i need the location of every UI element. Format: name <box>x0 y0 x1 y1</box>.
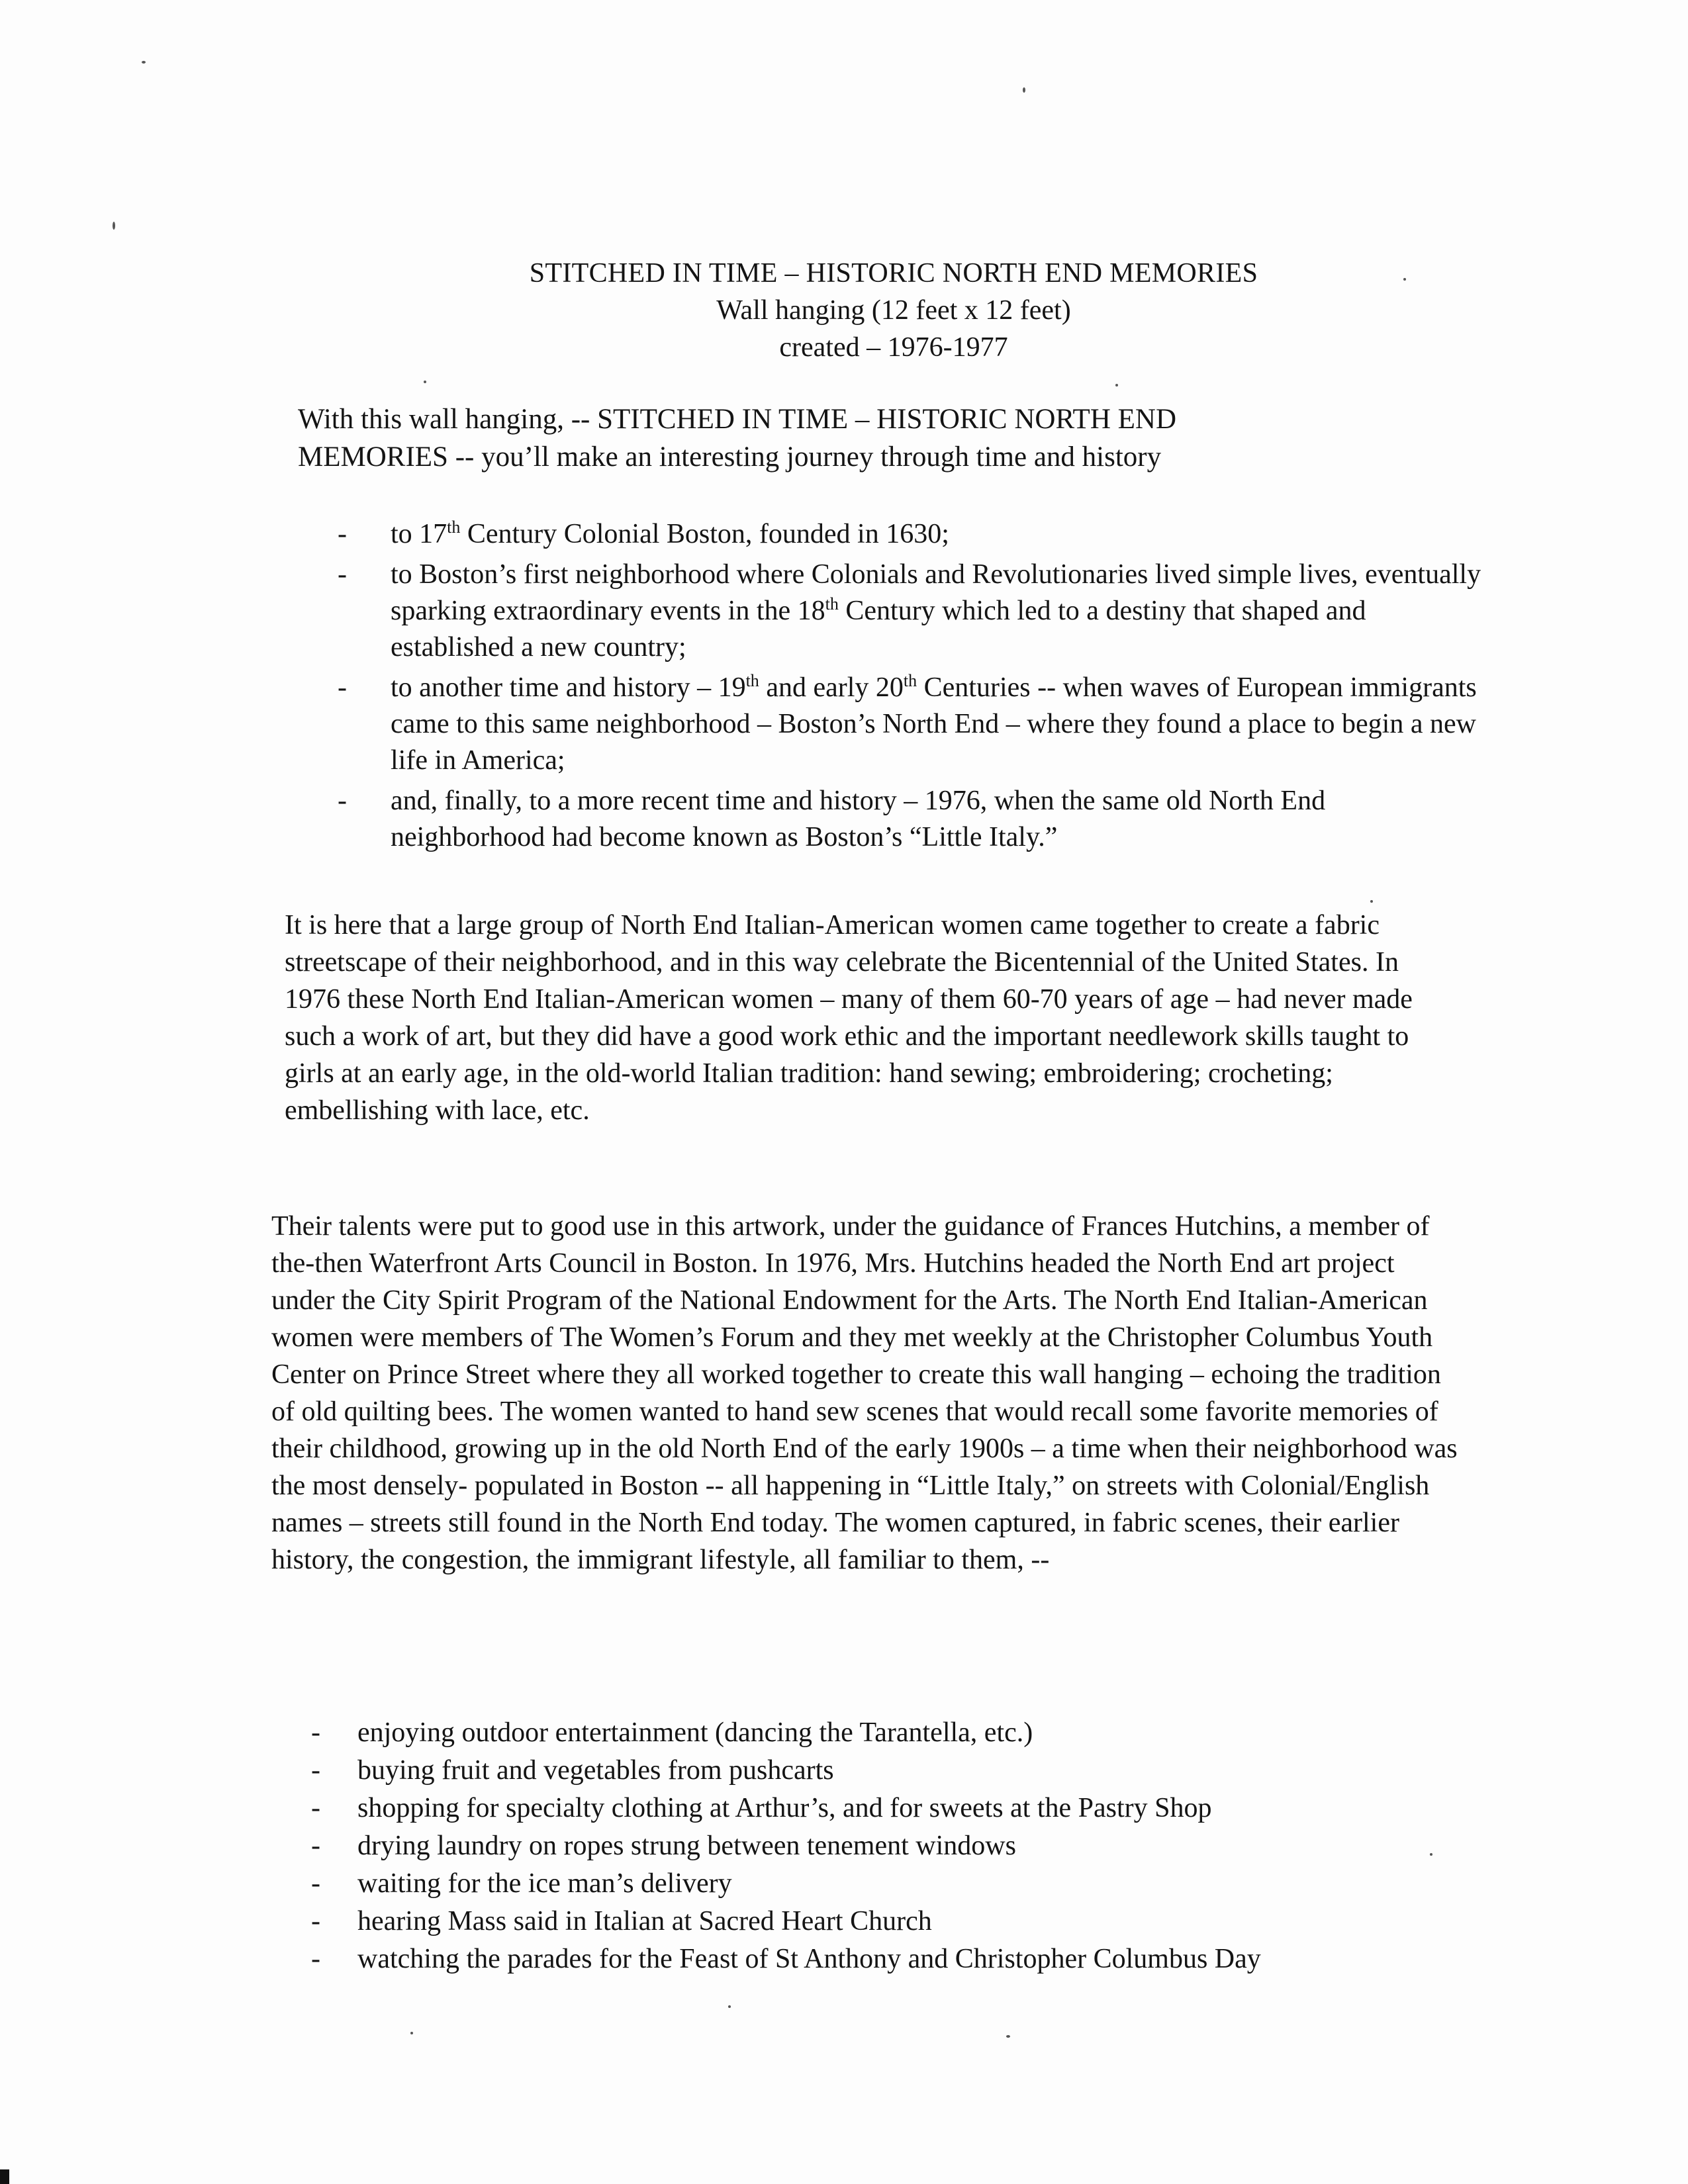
item-text: drying laundry on ropes strung between tenement windows <box>357 1831 1016 1861</box>
bullet-dash: - <box>311 1906 320 1936</box>
list-item <box>311 1790 1470 1827</box>
item-text: shopping for specialty clothing at Arthur’s, and for sweets at the Pastry Shop <box>357 1793 1212 1823</box>
item-text: to 17 <box>391 519 447 549</box>
list-item <box>338 557 1483 666</box>
document-title: STITCHED IN TIME – HISTORIC NORTH END MEMORIES <box>529 258 1258 289</box>
item-text: buying fruit and vegetables from pushcarts <box>357 1755 834 1786</box>
item-text: to Boston’s first neighborhood where Colonials and Revolutionaries lived simple lives, eventually sparking extraordinary events in the 18 <box>391 559 1481 626</box>
list-item <box>338 516 1483 553</box>
scan-speck <box>142 61 146 64</box>
item-text: watching the parades for the Feast of St Anthony and Christopher Columbus Day <box>357 1944 1261 1974</box>
list-item <box>311 1865 1470 1903</box>
scan-speck <box>113 222 115 230</box>
bullet-dash: - <box>338 786 347 816</box>
item-text: to another time and history – 19 <box>391 672 746 703</box>
bullet-dash: - <box>338 672 347 703</box>
paragraph-talents: Their talents were put to good use in this artwork, under the guidance of Frances Hutchins, a member of the-then Waterfront Arts Council in Boston. In 1976, Mrs. Hutchins headed the North End art project under the City Spirit Program of the National Endowment for the Arts. The North End Italian-American women were members of The Women’s Forum and they met weekly at the Christopher Columbus Youth Center on Prince Street where they all worked together to create this wall hanging – echoing the tradition of old quilting bees. The women wanted to hand sew scenes that would recall some favorite memories of their childhood, growing up in the old North End of the early 1900s – a time when their neighborhood was the most densely- populated in Boston -- all happening in “Little Italy,” on streets with Colonial/English names – streets still found in the North End today. The women captured, in fabric scenes, their earlier history, the congestion, the immigrant lifestyle, all familiar to them, -- <box>271 1211 1458 1575</box>
scan-speck <box>1023 87 1025 93</box>
list-item <box>338 783 1483 856</box>
list-item <box>311 1827 1470 1865</box>
ordinal-suffix: th <box>745 671 759 690</box>
document-subtitle: Wall hanging (12 feet x 12 feet) <box>716 295 1071 326</box>
scan-speck <box>424 381 426 383</box>
bullet-dash: - <box>338 559 347 590</box>
item-text: and, finally, to a more recent time and history – 1976, when the same old North End neighborhood had become known as Boston’s “Little Italy.” <box>391 786 1326 852</box>
list-item <box>338 670 1483 779</box>
item-text: Century which led to a destiny that shaped and established a new country; <box>391 596 1366 662</box>
bullet-dash: - <box>311 1717 320 1748</box>
item-text: hearing Mass said in Italian at Sacred Heart Church <box>357 1906 932 1936</box>
scan-speck <box>410 2032 413 2034</box>
item-text: waiting for the ice man’s delivery <box>357 1868 732 1899</box>
intro-paragraph: With this wall hanging, -- STITCHED IN TIME – HISTORIC NORTH END MEMORIES -- you’ll make an interesting journey through time and history <box>298 404 1176 473</box>
bullet-dash: - <box>311 1755 320 1786</box>
bullet-dash: - <box>311 1831 320 1861</box>
scan-speck <box>1430 1853 1432 1856</box>
item-text: Centuries -- when waves of European immigrants came to this same neighborhood – Boston’s North End – where they found a place to begin a new life in America; <box>391 672 1477 776</box>
list-item <box>311 1940 1470 1978</box>
ordinal-suffix: th <box>903 671 917 690</box>
bullet-dash: - <box>311 1868 320 1899</box>
list-item <box>311 1903 1470 1940</box>
title-block <box>397 255 1390 366</box>
scan-speck <box>1115 384 1118 387</box>
scan-speck <box>1370 900 1373 903</box>
scan-speck <box>728 2005 731 2008</box>
bullet-dash: - <box>311 1944 320 1974</box>
journey-list <box>338 516 1483 860</box>
ordinal-suffix: th <box>825 594 839 614</box>
item-text: enjoying outdoor entertainment (dancing the Tarantella, etc.) <box>357 1717 1033 1748</box>
memories-list <box>311 1714 1470 1978</box>
bullet-dash: - <box>311 1793 320 1823</box>
bullet-dash: - <box>338 519 347 549</box>
list-item <box>311 1752 1470 1790</box>
item-text: and early 20 <box>759 672 904 703</box>
scan-edge-mark <box>0 2169 9 2184</box>
scan-speck <box>1403 278 1406 281</box>
creation-date: created – 1976-1977 <box>779 332 1008 363</box>
ordinal-suffix: th <box>447 518 461 537</box>
paragraph-bicentennial: It is here that a large group of North End Italian-American women came together to create a fabric streetscape of their neighborhood, and in this way celebrate the Bicentennial of the United States. In 1976 these North End Italian-American women – many of them 60-70 years of age – had never made such a work of art, but they did have a good work ethic and the important needlework skills taught to girls at an early age, in the old-world Italian tradition: hand sewing; embroidering; crocheting; embellishing with lace, etc. <box>285 910 1413 1126</box>
scan-speck <box>1006 2035 1010 2038</box>
item-text: Century Colonial Boston, founded in 1630; <box>460 519 949 549</box>
list-item <box>311 1714 1470 1752</box>
